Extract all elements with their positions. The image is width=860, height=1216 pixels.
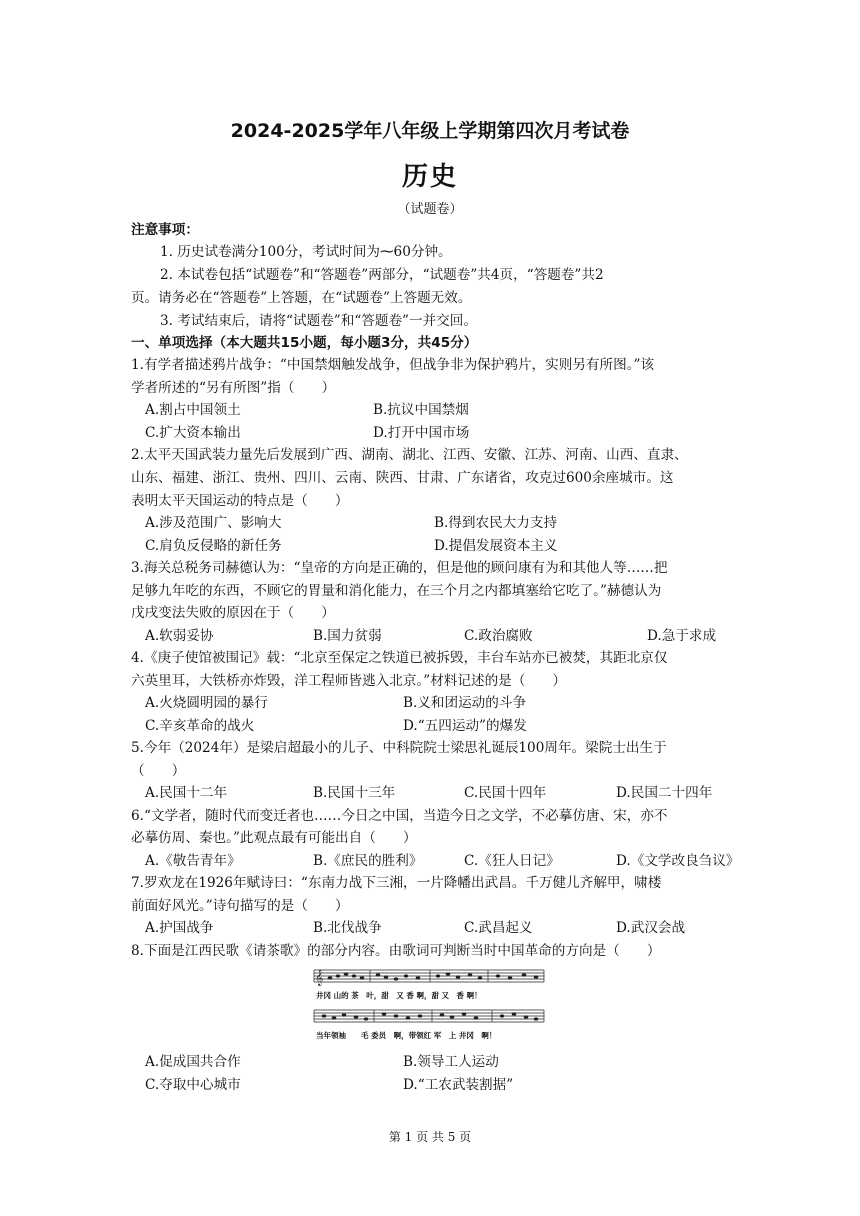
question-7-option-b: B.北伐战争: [313, 920, 382, 936]
question-7-text: 前面好风光。”诗句描写的是（ ）: [131, 898, 349, 914]
question-6-text: 必摹仿周、秦也。”此观点最有可能出自（ ）: [131, 830, 417, 846]
question-6-text: 6.“文学者，随时代而变迁者也……今日之中国，当造今日之文学，不必摹仿唐、宋，亦不: [131, 808, 668, 824]
question-2-option-a: A.涉及范围广、影响大: [145, 515, 282, 531]
question-7-option-c: C.武昌起义: [464, 920, 533, 936]
section-heading: 一、单项选择（本大题共15小题，每小题3分，共45分）: [131, 335, 478, 351]
question-3-option-c: C.政治腐败: [464, 628, 533, 644]
question-6-option-d: D.《文学改良刍议》: [616, 853, 740, 869]
question-5-option-b: B.民国十三年: [313, 785, 396, 801]
notes-item: 1. 历史试卷满分100分，考试时间为⁓60分钟。: [160, 244, 452, 260]
question-5-option-c: C.民国十四年: [464, 785, 547, 801]
question-4-text: 4.《庚子使馆被围记》载：“北京至保定之铁道已被拆毁，丰台车站亦已被焚，其距北京仅: [131, 650, 668, 666]
question-5-text: 5.今年（2024年）是梁启超最小的儿子、中科院院士梁思礼诞辰100周年。梁院士出生于: [131, 740, 667, 756]
exam-title: 2024-2025学年八年级上学期第四次月考试卷: [230, 120, 630, 142]
music-lyrics-2: 当年领袖 毛 委员 啊，带领红 军 上 井冈 啊！: [316, 1031, 497, 1040]
question-3-text: 足够九年吃的东西，不顾它的胃量和消化能力，在三个月之内都填塞给它吃了。”赫德认为: [131, 583, 662, 599]
question-8-option-d: D.“工农武装割据”: [403, 1077, 514, 1093]
question-1-option-d: D.打开中国市场: [373, 425, 470, 441]
question-5-text: （ ）: [131, 763, 186, 779]
question-3-option-b: B.国力贫弱: [313, 628, 382, 644]
question-8-option-c: C.夺取中心城市: [145, 1077, 241, 1093]
question-2-option-c: C.肩负反侵略的新任务: [145, 538, 282, 554]
music-score-image: [312, 966, 546, 1044]
subject-title: 历史: [401, 162, 458, 192]
notes-item: 3. 考试结束后，请将“试题卷”和“答题卷”一并交回。: [160, 313, 477, 329]
notes-item: 页。请务必在“答题卷”上答题，在“试题卷”上答题无效。: [131, 290, 472, 306]
question-5-option-d: D.民国二十四年: [616, 785, 713, 801]
question-2-text: 2.太平天国武装力量先后发展到广西、湖南、湖北、江西、安徽、江苏、河南、山西、直隶、: [131, 447, 688, 463]
question-4-option-a: A.火烧圆明园的暴行: [145, 695, 268, 711]
question-2-text: 山东、福建、浙江、贵州、四川、云南、陕西、甘肃、广东诸省，攻克过600余座城市。这: [131, 470, 674, 486]
question-1-option-a: A.割占中国领土: [145, 402, 241, 418]
question-7-option-d: D.武汉会战: [616, 920, 686, 936]
paper-type-label: （试题卷）: [397, 202, 463, 217]
question-6-option-b: B.《庶民的胜利》: [313, 853, 423, 869]
question-6-option-a: A.《敬告青年》: [145, 853, 241, 869]
question-5-option-a: A.民国十二年: [145, 785, 228, 801]
page-number: 第 1 页 共 5 页: [388, 1130, 472, 1144]
question-3-option-d: D.急于求成: [647, 628, 717, 644]
question-2-option-d: D.提倡发展资本主义: [434, 538, 558, 554]
question-1-option-c: C.扩大资本输出: [145, 425, 241, 441]
question-4-option-b: B.义和团运动的斗争: [403, 695, 527, 711]
question-4-text: 六英里耳，大铁桥亦炸毁，洋工程师皆逃入北京。”材料记述的是（ ）: [131, 673, 567, 689]
question-1-text: 学者所述的“另有所图”指（ ）: [131, 380, 336, 396]
svg-text:𝄞: 𝄞: [315, 970, 324, 986]
notes-heading: 注意事项：: [131, 222, 199, 238]
question-3-text: 戊戌变法失败的原因在于（ ）: [131, 605, 335, 621]
question-3-option-a: A.软弱妥协: [145, 628, 214, 644]
question-8-option-a: A.促成国共合作: [145, 1054, 241, 1070]
question-3-text: 3.海关总税务司赫德认为：“皇帝的方向是正确的，但是他的顾问康有为和其他人等……把: [131, 560, 668, 576]
question-2-text: 表明太平天国运动的特点是（ ）: [131, 493, 349, 509]
question-7-text: 7.罗欢龙在1926年赋诗曰：“东南力战下三湘，一片降幡出武昌。千万健儿齐解甲，啸楼: [131, 875, 662, 891]
music-lyrics-1: 井冈 山的 茶 叶，甜 又 香 啊，甜 又 香 啊！: [316, 991, 482, 1000]
question-8-text: 8.下面是江西民歌《请茶歌》的部分内容。由歌词可判断当时中国革命的方向是（ ）: [131, 943, 661, 959]
question-1-text: 1.有学者描述鸦片战争：“中国禁烟触发战争，但战争非为保护鸦片，实则另有所图。”该: [131, 357, 655, 373]
question-6-option-c: C.《狂人日记》: [464, 853, 560, 869]
question-4-option-d: D.“五四运动”的爆发: [403, 718, 527, 734]
question-8-option-b: B.领导工人运动: [403, 1054, 499, 1070]
notes-item: 2. 本试卷包括“试题卷”和“答题卷”两部分，“试题卷”共4页，“答题卷”共2: [160, 267, 604, 283]
question-7-option-a: A.护国战争: [145, 920, 214, 936]
question-2-option-b: B.得到农民大力支持: [434, 515, 558, 531]
question-4-option-c: C.辛亥革命的战火: [145, 718, 255, 734]
question-1-option-b: B.抗议中国禁烟: [373, 402, 469, 418]
